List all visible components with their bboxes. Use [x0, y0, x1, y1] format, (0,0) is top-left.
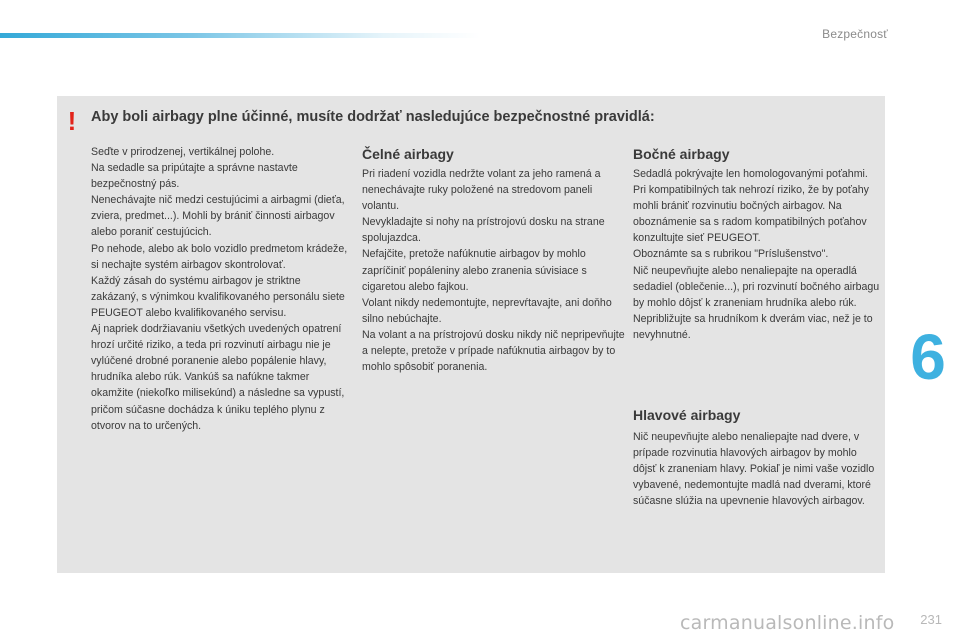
- front-airbags-heading: Čelné airbagy: [362, 146, 454, 162]
- side-airbags-heading: Bočné airbagy: [633, 146, 730, 162]
- general-rules-text: Seďte v prirodzenej, vertikálnej polohe. Na sedadle sa pripútajte a správne nastavte bezpečnostný pás. Nenechávajte nič medzi cestujúcimi a airbagmi (dieťa, zviera, predmet...). Mohli by brániť činnosti airbagov alebo poraniť cestujúcich. Po nehode, alebo ak bolo vozidlo predmetom krádeže, si nechajte systém airbagov skontrolovať. Každý zásah do systému airbagov je striktne zakázaný, s výnimkou kvalifikovaného personálu siete PEUGEOT alebo kvalifikovaného servisu. Aj napriek dodržiavaniu všetkých uvedených opatrení hrozí určité riziko, a teda pri rozvinutí airbagu nie je vylúčené drobné poranenie alebo popálenie hlavy, hrudníka alebo rúk. Vankúš sa nafúkne takmer okamžite (niekoľko milisekúnd) a následne sa vypustí, pričom súčasne dochádza k úniku teplého plynu z otvorov na to určených.: [91, 146, 348, 432]
- page-number: 231: [920, 612, 942, 627]
- header-accent-bar: [0, 33, 480, 38]
- warning-headline: Aby boli airbagy plne účinné, musíte dodržať nasledujúce bezpečnostné pravidlá:: [91, 109, 655, 125]
- section-title: Bezpečnosť: [822, 27, 888, 41]
- head-airbags-text: Nič neupevňujte alebo nenaliepajte nad dvere, v prípade rozvinutia hlavových airbagov by mohlo dôjsť k zraneniam hlavy. Pokiaľ je nimi vaše vozidlo vybavené, nedemontujte madlá nad dverami, ktoré súčasne slúžia na upevnenie hlavových airbagov.: [633, 431, 875, 508]
- front-airbags-text: Pri riadení vozidla nedržte volant za jeho ramená a nenechávajte ruky položené na stredovom paneli volantu. Nevykladajte si nohy na prístrojovú dosku na strane spolujazdca. Nefajčite, pretože nafúknutie airbagov by mohlo zapríčiniť popáleniny alebo zranenia súvisiace s cigaretou alebo fajkou. Volant nikdy nedemontujte, neprevŕtavajte, ani doňho silno nebúchajte. Na volant a na prístrojovú dosku nikdy nič nepripevňujte a nelepte, pretože v prípade nafúknutia airbagov by to mohlo spôsobiť poranenia.: [362, 168, 625, 374]
- head-airbags-heading: Hlavové airbagy: [633, 407, 741, 423]
- exclamation-icon: !: [67, 106, 77, 136]
- side-airbags-text: Sedadlá pokrývajte len homologovanými poťahmi. Pri kompatibilných tak nehrozí riziko, že by poťahy mohli brániť rozvinutiu bočných airbagov. Na oboznámenie sa s radom kompatibilných poťahov konzultujte sieť PEUGEOT. Oboznámte sa s rubrikou "Príslušenstvo". Nič neupevňujte alebo nenaliepajte na operadlá sedadiel (oblečenie...), pri rozvinutí bočného airbagu by mohlo dôjsť k zraneniam hrudníka alebo rúk. Nepribližujte sa hrudníkom k dverám viac, než je to nevyhnutné.: [633, 168, 880, 341]
- chapter-number: 6: [910, 321, 946, 393]
- watermark: carmanualsonline.info: [680, 612, 895, 634]
